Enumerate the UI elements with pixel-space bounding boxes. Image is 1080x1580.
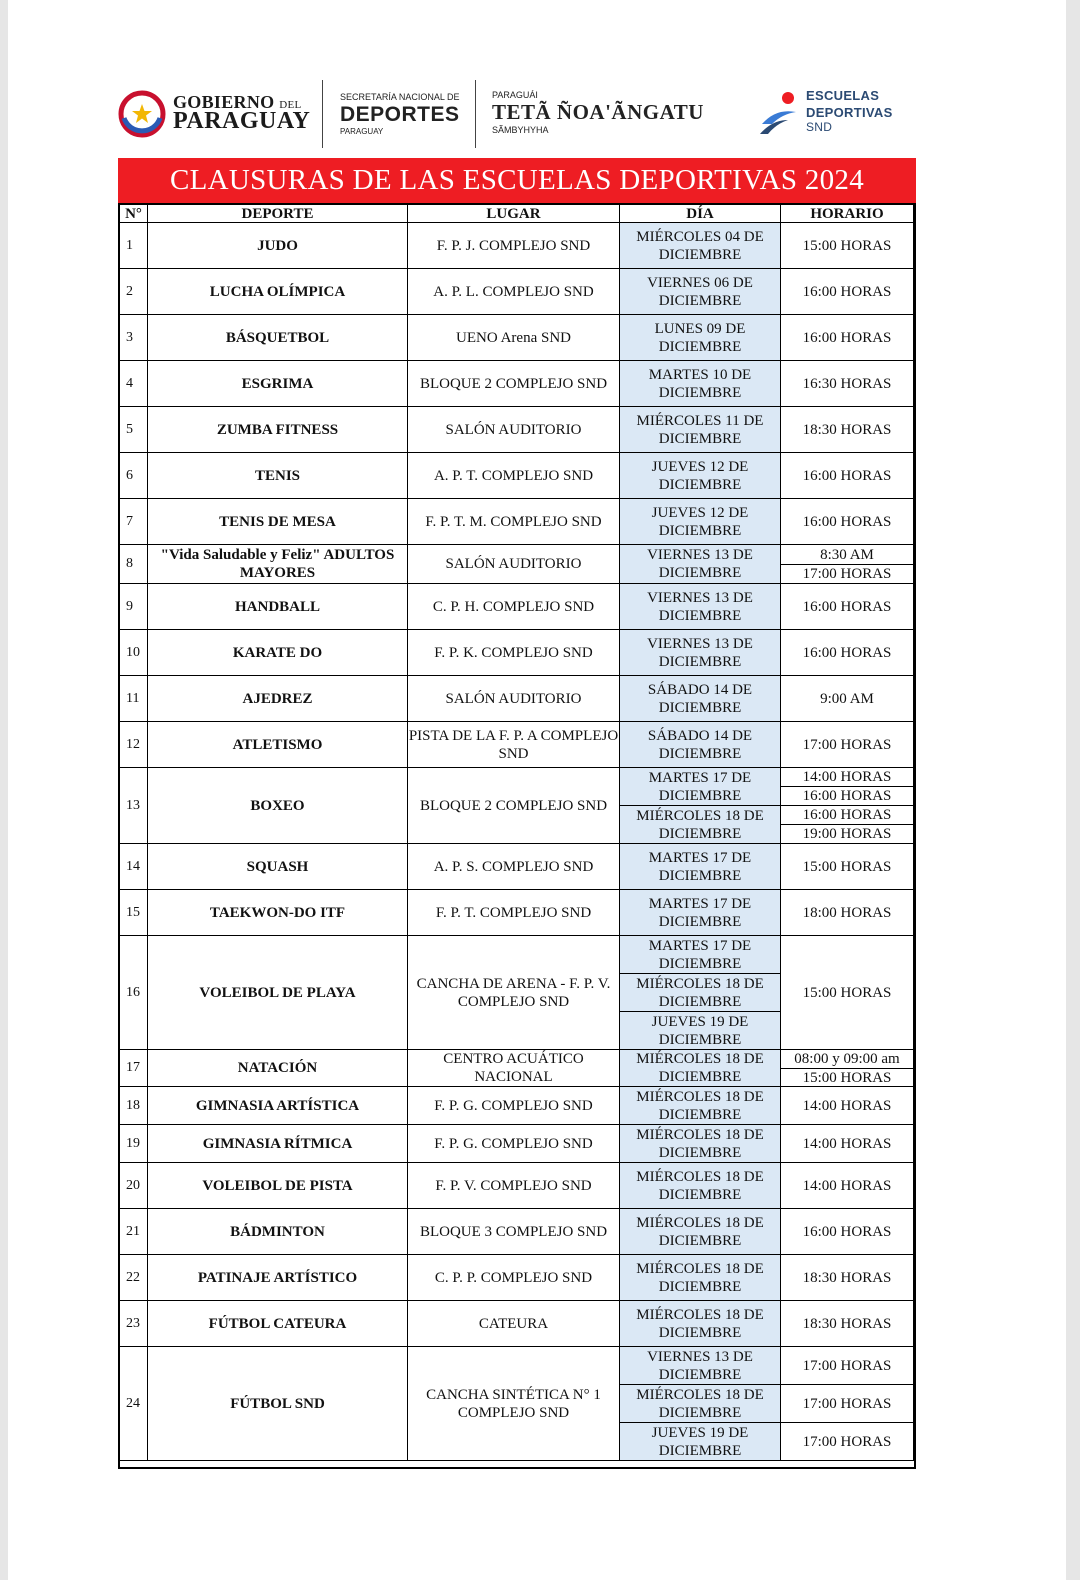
deporte-cell: KARATE DO [148,630,408,676]
horario-cell: 14:00 HORAS [781,1163,914,1209]
dia-cell: MIÉRCOLES 18 DE DICIEMBRE [620,1209,781,1255]
paraguay-seal-icon [118,90,166,138]
deporte-cell: SQUASH [148,844,408,890]
row-number: 14 [120,844,148,890]
dia-cell: VIERNES 13 DE DICIEMBRE [620,1347,781,1385]
runner-icon [758,90,802,138]
deporte-cell: TAEKWON-DO ITF [148,890,408,936]
lugar-cell: SALÓN AUDITORIO [408,545,620,584]
row-number: 3 [120,315,148,361]
deporte-cell: VOLEIBOL DE PISTA [148,1163,408,1209]
deporte-cell: PATINAJE ARTÍSTICO [148,1255,408,1301]
horario-cell: 17:00 HORAS [781,565,914,584]
dia-cell: MIÉRCOLES 11 DE DICIEMBRE [620,407,781,453]
horario-cell: 16:00 HORAS [781,584,914,630]
lugar-cell: A. P. S. COMPLEJO SND [408,844,620,890]
row-number: 2 [120,269,148,315]
deporte-cell: FÚTBOL CATEURA [148,1301,408,1347]
header-lugar: LUGAR [408,205,620,223]
dia-cell: JUEVES 19 DE DICIEMBRE [620,1012,781,1050]
snd-main-text: DEPORTES [340,103,460,126]
horario-cell: 18:30 HORAS [781,1301,914,1347]
dia-cell: VIERNES 13 DE DICIEMBRE [620,545,781,584]
row-number: 16 [120,936,148,1050]
row-number: 24 [120,1347,148,1461]
horario-cell: 16:00 HORAS [781,315,914,361]
dia-cell: MARTES 17 DE DICIEMBRE [620,844,781,890]
dia-cell: MARTES 10 DE DICIEMBRE [620,361,781,407]
horario-cell: 9:00 AM [781,676,914,722]
horario-cell: 14:00 HORAS [781,768,914,787]
deporte-cell: AJEDREZ [148,676,408,722]
horario-cell: 15:00 HORAS [781,1069,914,1087]
dia-cell: MIÉRCOLES 18 DE DICIEMBRE [620,1385,781,1423]
dia-cell: SÁBADO 14 DE DICIEMBRE [620,722,781,768]
deporte-cell: TENIS DE MESA [148,499,408,545]
deporte-cell: VOLEIBOL DE PLAYA [148,936,408,1050]
row-number: 13 [120,768,148,844]
lugar-cell: BLOQUE 2 COMPLEJO SND [408,361,620,407]
row-number: 7 [120,499,148,545]
horario-cell: 18:30 HORAS [781,407,914,453]
horario-cell: 16:00 HORAS [781,1209,914,1255]
horario-cell: 18:00 HORAS [781,890,914,936]
row-number: 19 [120,1125,148,1163]
row-number: 6 [120,453,148,499]
snd-bottom-text: PARAGUAY [340,127,384,136]
dia-cell: MARTES 17 DE DICIEMBRE [620,936,781,974]
lugar-cell: SALÓN AUDITORIO [408,676,620,722]
deporte-cell: GIMNASIA RÍTMICA [148,1125,408,1163]
dia-cell: VIERNES 13 DE DICIEMBRE [620,630,781,676]
horario-cell: 16:00 HORAS [781,499,914,545]
horario-cell: 18:30 HORAS [781,1255,914,1301]
horario-cell: 16:00 HORAS [781,453,914,499]
deporte-cell: "Vida Saludable y Feliz" ADULTOS MAYORES [148,545,408,584]
horario-cell: 19:00 HORAS [781,825,914,844]
deporte-cell: BÁSQUETBOL [148,315,408,361]
horario-cell: 14:00 HORAS [781,1087,914,1125]
lugar-cell: BLOQUE 3 COMPLEJO SND [408,1209,620,1255]
lugar-cell: SALÓN AUDITORIO [408,407,620,453]
row-number: 20 [120,1163,148,1209]
lugar-cell: C. P. P. COMPLEJO SND [408,1255,620,1301]
deporte-cell: NATACIÓN [148,1050,408,1087]
dia-cell: MARTES 17 DE DICIEMBRE [620,890,781,936]
lugar-cell: PISTA DE LA F. P. A COMPLEJO SND [408,722,620,768]
deporte-cell: JUDO [148,223,408,269]
lugar-cell: F. P. T. M. COMPLEJO SND [408,499,620,545]
dia-cell: MIÉRCOLES 18 DE DICIEMBRE [620,1163,781,1209]
dia-cell: MIÉRCOLES 18 DE DICIEMBRE [620,806,781,844]
lugar-cell: F. P. T. COMPLEJO SND [408,890,620,936]
dia-cell: LUNES 09 DE DICIEMBRE [620,315,781,361]
deporte-cell: ZUMBA FITNESS [148,407,408,453]
lugar-cell: F. P. K. COMPLEJO SND [408,630,620,676]
row-number: 12 [120,722,148,768]
horario-cell: 16:00 HORAS [781,787,914,806]
dia-cell: VIERNES 06 DE DICIEMBRE [620,269,781,315]
horario-cell: 15:00 HORAS [781,844,914,890]
deporte-cell: BOXEO [148,768,408,844]
dia-cell: MIÉRCOLES 18 DE DICIEMBRE [620,1301,781,1347]
snd-top-text: SECRETARÍA NACIONAL DE [340,92,460,102]
row-number: 18 [120,1087,148,1125]
teta-logo [492,90,704,135]
snd-logo [340,92,460,136]
escuelas-line3: SND [806,120,833,134]
header-horario: HORARIO [781,205,914,223]
lugar-cell: A. P. L. COMPLEJO SND [408,269,620,315]
lugar-cell: CANCHA DE ARENA - F. P. V. COMPLEJO SND [408,936,620,1050]
dia-cell: MIÉRCOLES 18 DE DICIEMBRE [620,974,781,1012]
logo-header [0,0,1080,150]
escuelas-line1: ESCUELAS [806,88,880,103]
dia-cell: MIÉRCOLES 04 DE DICIEMBRE [620,223,781,269]
lugar-cell: CATEURA [408,1301,620,1347]
horario-cell: 16:00 HORAS [781,630,914,676]
teta-bottom-text: SÃMBYHYHA [492,125,549,135]
dia-cell: MARTES 17 DE DICIEMBRE [620,768,781,806]
dia-cell: MIÉRCOLES 18 DE DICIEMBRE [620,1255,781,1301]
deporte-cell: LUCHA OLÍMPICA [148,269,408,315]
dia-cell: JUEVES 12 DE DICIEMBRE [620,453,781,499]
dia-cell: SÁBADO 14 DE DICIEMBRE [620,676,781,722]
header-num: N° [120,205,148,223]
horario-cell: 8:30 AM [781,545,914,565]
lugar-cell: UENO Arena SND [408,315,620,361]
row-number: 9 [120,584,148,630]
dia-cell: MIÉRCOLES 18 DE DICIEMBRE [620,1087,781,1125]
dia-cell: VIERNES 13 DE DICIEMBRE [620,584,781,630]
horario-cell: 17:00 HORAS [781,1385,914,1423]
row-number: 21 [120,1209,148,1255]
row-number: 15 [120,890,148,936]
horario-cell: 15:00 HORAS [781,936,914,1050]
lugar-cell: BLOQUE 2 COMPLEJO SND [408,768,620,844]
row-number: 10 [120,630,148,676]
lugar-cell: F. P. G. COMPLEJO SND [408,1087,620,1125]
logo-divider [475,80,476,148]
lugar-cell: A. P. T. COMPLEJO SND [408,453,620,499]
row-number: 23 [120,1301,148,1347]
teta-top-text: PARAGUÁI [492,90,538,100]
deporte-cell: GIMNASIA ARTÍSTICA [148,1087,408,1125]
horario-cell: 17:00 HORAS [781,722,914,768]
horario-cell: 17:00 HORAS [781,1347,914,1385]
header-deporte: DEPORTE [148,205,408,223]
row-number: 22 [120,1255,148,1301]
horario-cell: 17:00 HORAS [781,1423,914,1461]
gobierno-line1: GOBIERNO DEL [173,92,302,112]
dia-cell: MIÉRCOLES 18 DE DICIEMBRE [620,1125,781,1163]
dia-cell: MIÉRCOLES 18 DE DICIEMBRE [620,1050,781,1087]
lugar-cell: CENTRO ACUÁTICO NACIONAL [408,1050,620,1087]
lugar-cell: F. P. J. COMPLEJO SND [408,223,620,269]
horario-cell: 15:00 HORAS [781,223,914,269]
lugar-cell: F. P. V. COMPLEJO SND [408,1163,620,1209]
deporte-cell: FÚTBOL SND [148,1347,408,1461]
deporte-cell: TENIS [148,453,408,499]
gobierno-line2: PARAGUAY [173,108,311,134]
deporte-cell: HANDBALL [148,584,408,630]
deporte-cell: BÁDMINTON [148,1209,408,1255]
deporte-cell: ESGRIMA [148,361,408,407]
dia-cell: JUEVES 19 DE DICIEMBRE [620,1423,781,1461]
escuelas-line2: DEPORTIVAS [806,105,893,120]
dia-cell: JUEVES 12 DE DICIEMBRE [620,499,781,545]
row-number: 8 [120,545,148,584]
lugar-cell: C. P. H. COMPLEJO SND [408,584,620,630]
row-number: 5 [120,407,148,453]
horario-cell: 16:30 HORAS [781,361,914,407]
title-banner: CLAUSURAS DE LAS ESCUELAS DEPORTIVAS 2024 [118,158,916,203]
row-number: 1 [120,223,148,269]
row-number: 11 [120,676,148,722]
lugar-cell: F. P. G. COMPLEJO SND [408,1125,620,1163]
header-dia: DÍA [620,205,781,223]
logo-divider [322,80,323,148]
row-number: 4 [120,361,148,407]
lugar-cell: CANCHA SINTÉTICA N° 1 COMPLEJO SND [408,1347,620,1461]
schedule-table [118,203,916,1469]
horario-cell: 16:00 HORAS [781,269,914,315]
horario-cell: 14:00 HORAS [781,1125,914,1163]
row-number: 17 [120,1050,148,1087]
horario-cell: 08:00 y 09:00 am [781,1050,914,1069]
horario-cell: 16:00 HORAS [781,806,914,825]
teta-main-text: TETÃ ÑOA'ÃNGATU [492,100,704,124]
deporte-cell: ATLETISMO [148,722,408,768]
